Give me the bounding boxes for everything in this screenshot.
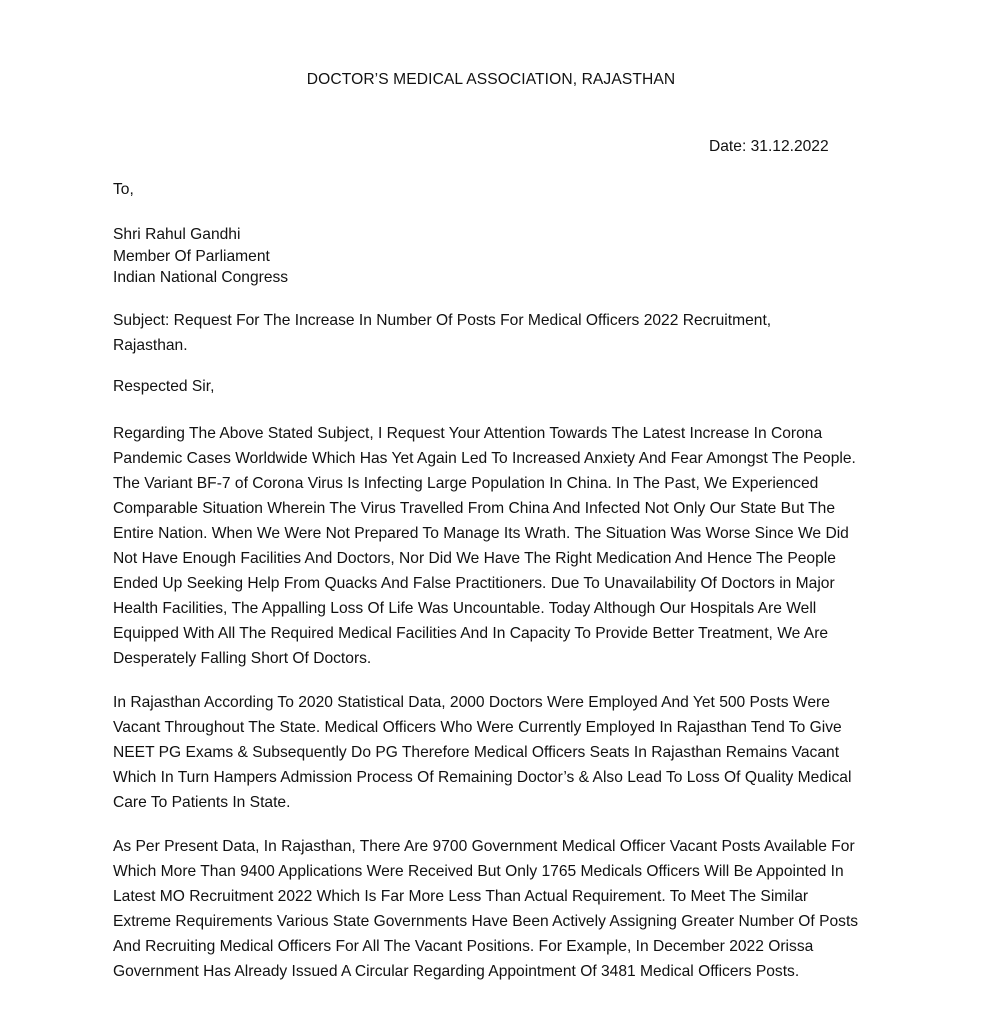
recipient-party: Indian National Congress <box>113 269 289 287</box>
letterhead-title: DOCTOR’S MEDICAL ASSOCIATION, RAJASTHAN <box>306 71 676 88</box>
recipient-block <box>113 224 873 289</box>
paragraph-1: Regarding The Above Stated Subject, I Request Your Attention Towards The Latest Increase In Corona Pandemic Cases Worldwide Which Has Yet Again Led To Increased Anxiety And Fear Amongst The People. The Variant BF-7 of Corona Virus Is Infecting Large Population In China. In The Past, We Experienced Comparable Situation Wherein The Virus Travelled From China And Infected Not Only Our State But The Entire Nation. When We Were Not Prepared To Manage Its Wrath. The Situation Was Worse Since We Did Not Have Enough Facilities And Doctors, Nor Did We Have The Right Medication And Hence The People Ended Up Seeking Help From Quacks And False Practitioners. Due To Unavailability Of Doctors in Major Health Facilities, The Appalling Loss Of Life Was Uncountable. Today Although Our Hospitals Are Well Equipped With All The Required Medical Facilities And In Capacity To Provide Better Treatment, We Are Desperately Falling Short Of Doctors. <box>113 425 856 667</box>
paragraph-3: As Per Present Data, In Rajasthan, There Are 9700 Government Medical Officer Vacant Posts Available For Which More Than 9400 Applications Were Received But Only 1765 Medicals Officers Will Be Appointed In Latest MO Recruitment 2022 Which Is Far More Less Than Actual Requirement. To Meet The Similar Extreme Requirements Various State Governments Have Been Actively Assigning Greater Number Of Posts And Recruiting Medical Officers For All The Vacant Positions. For Example, In December 2022 Orissa Government Has Already Issued A Circular Regarding Appointment Of 3481 Medical Officers Posts. <box>113 838 859 980</box>
subject-line: Subject: Request For The Increase In Number Of Posts For Medical Officers 2022 Recruitment, Rajasthan. <box>113 312 772 354</box>
recipient-name: Shri Rahul Gandhi <box>113 226 241 243</box>
letter-date: Date: 31.12.2022 <box>709 138 829 155</box>
recipient-position: Member Of Parliament <box>113 247 270 265</box>
greeting: Respected Sir, <box>113 378 215 395</box>
paragraph-2: In Rajasthan According To 2020 Statistical Data, 2000 Doctors Were Employed And Yet 500 Posts Were Vacant Throughout The State. Medical Officers Who Were Currently Employed In Rajasthan Tend To Give NEET PG Exams & Subsequently Do PG Therefore Medical Officers Seats In Rajasthan Remains Vacant Which In Turn Hampers Admission Process Of Remaining Doctor’s & Also Lead To Loss Of Quality Medical Care To Patients In State. <box>113 694 852 811</box>
to-line: To, <box>113 181 134 198</box>
